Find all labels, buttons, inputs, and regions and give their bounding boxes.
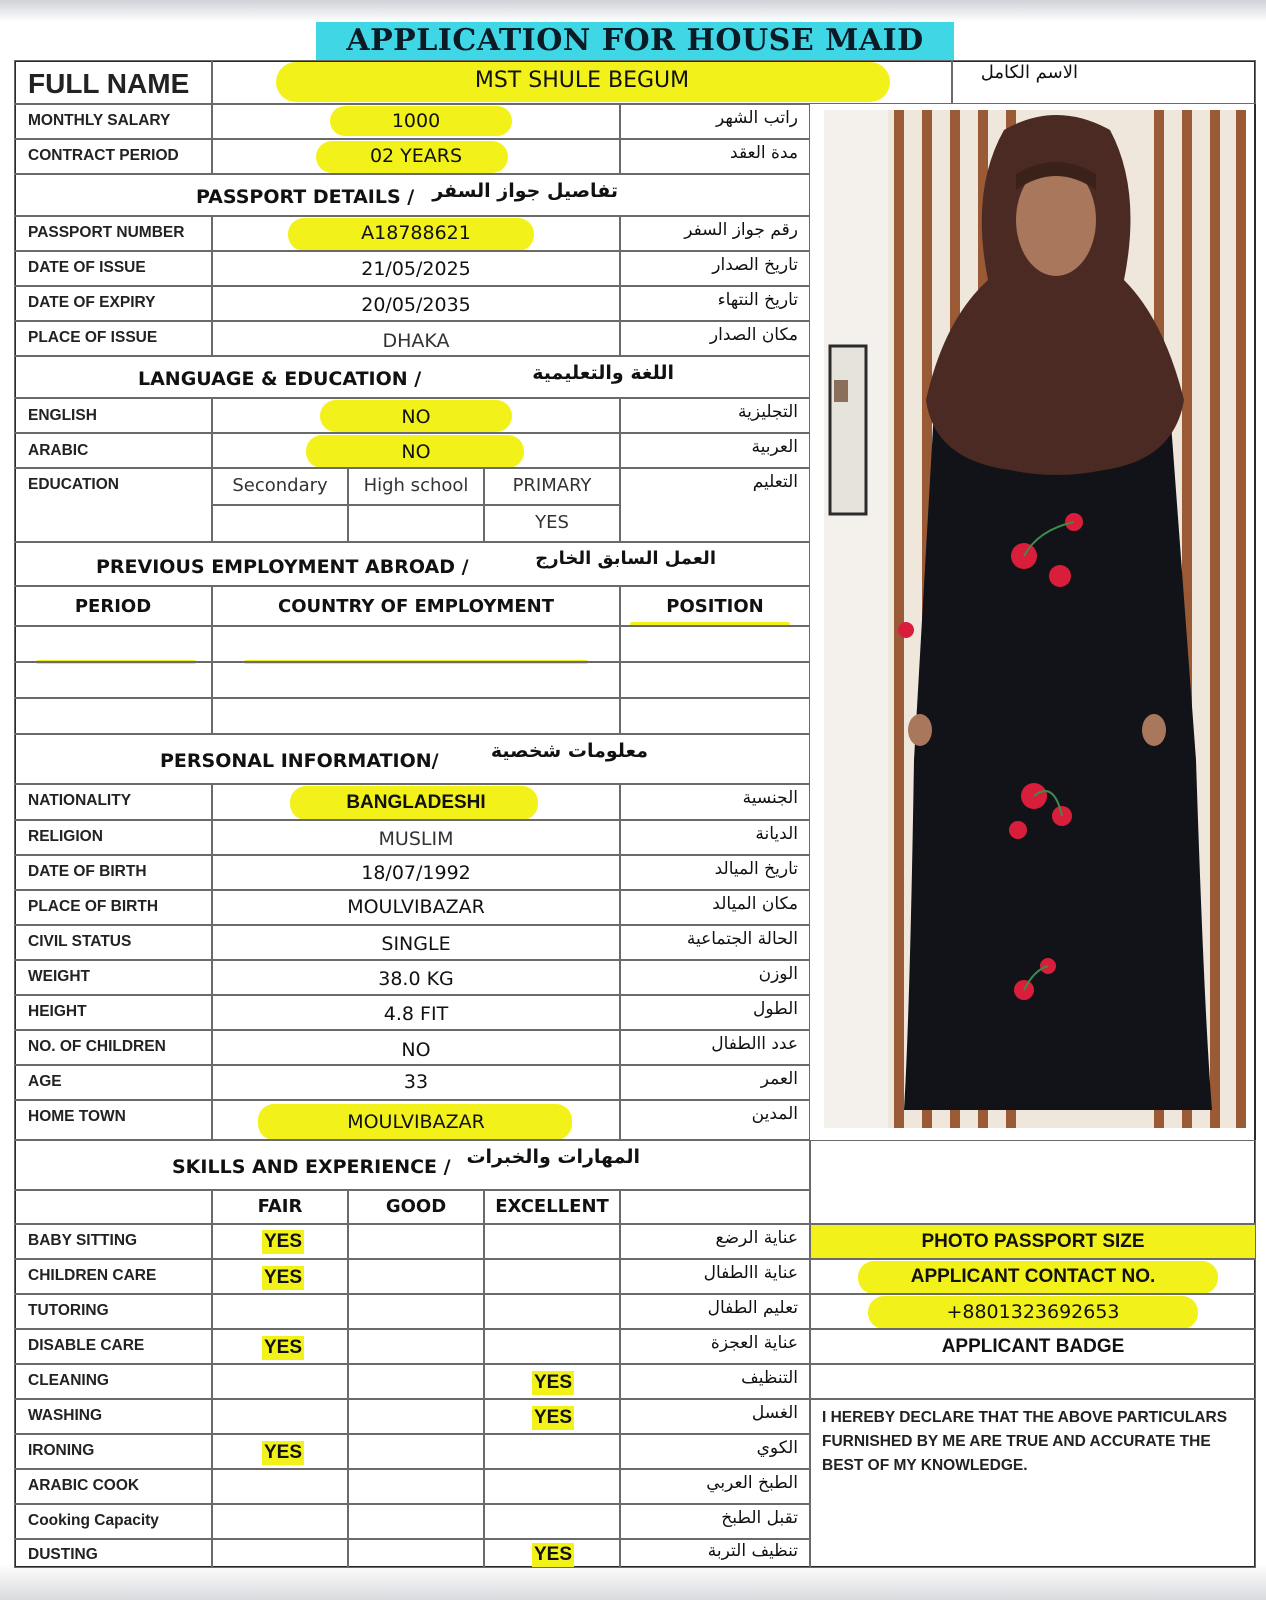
skill-cooking-capacity-fair-cell (212, 1504, 348, 1539)
skill-children-fair: YES (264, 1267, 303, 1288)
pob-label: PLACE OF BIRTH (28, 898, 159, 915)
issue-date-value: 21/05/2025 (361, 258, 471, 280)
employment-row1-period (14, 626, 212, 662)
religion-label: RELIGION (28, 828, 103, 845)
expiry-date-label: DATE OF EXPIRY (28, 294, 156, 311)
declaration-text: I HEREBY DECLARE THAT THE ABOVE PARTICULARS FURNISHED BY ME ARE TRUE AND ACCURATE THE BEST OF MY KNOWLEDGE. (822, 1409, 1228, 1474)
applicant-photo (824, 110, 1246, 1128)
height-value: 4.8 FIT (383, 1003, 449, 1025)
skill-dusting-good-cell (348, 1539, 484, 1568)
document-title: APPLICATION FOR HOUSE MAID (316, 22, 954, 60)
personal-heading-arabic: معلومات شخصية (490, 740, 648, 762)
skill-children-arabic: عناية االطفال (703, 1263, 798, 1283)
personal-heading: PERSONAL INFORMATION/ (160, 750, 439, 772)
english-value: NO (401, 406, 431, 428)
skill-disable-arabic: عناية العجزة (710, 1333, 798, 1353)
children-label: NO. OF CHILDREN (28, 1038, 166, 1055)
side-blank-cell (810, 1140, 1256, 1224)
skill-children-excellent-cell (484, 1259, 620, 1294)
nationality-value: BANGLADESHI (346, 792, 486, 813)
expiry-date-arabic: تاريخ النتهاء (717, 290, 798, 310)
employment-col-position: POSITION (666, 596, 764, 617)
dob-label: DATE OF BIRTH (28, 863, 147, 880)
skill-washing-arabic: الغسل (751, 1403, 798, 1423)
employment-row2-period (14, 662, 212, 698)
skills-col-fair: FAIR (257, 1196, 303, 1217)
skill-ironing-fair: YES (264, 1442, 303, 1463)
skill-disable-label: DISABLE CARE (28, 1337, 145, 1354)
skill-cleaning-excellent: YES (534, 1372, 573, 1393)
skill-dusting-fair-cell (212, 1539, 348, 1568)
employment-row3-country (212, 698, 620, 734)
passport-heading: PASSPORT DETAILS / (196, 186, 415, 208)
children-arabic: عدد االطفال (711, 1034, 798, 1054)
contact-value: +8801323692653 (946, 1301, 1120, 1323)
civil-arabic: الحالة الجتماعية (686, 929, 798, 949)
skill-tutoring-label: TUTORING (28, 1302, 109, 1319)
employment-row1-country (212, 626, 620, 662)
arabic-value: NO (401, 441, 431, 463)
passport-heading-arabic: تفاصيل جواز السفر (432, 180, 618, 202)
place-issue-value: DHAKA (382, 330, 450, 352)
religion-value: MUSLIM (378, 828, 454, 850)
dob-value: 18/07/1992 (361, 862, 471, 884)
education-val-secondary-cell (212, 505, 348, 542)
passport-number-value: A18788621 (361, 222, 471, 244)
weight-value: 38.0 KG (378, 968, 454, 990)
skill-baby-excellent-cell (484, 1224, 620, 1259)
height-arabic: الطول (753, 999, 798, 1019)
language-heading: LANGUAGE & EDUCATION / (138, 368, 422, 390)
nationality-label: NATIONALITY (28, 792, 132, 809)
arabic-label: ARABIC (28, 442, 89, 459)
issue-date-arabic: تاريخ الصدار (712, 255, 798, 275)
skill-arabic-cook-good-cell (348, 1469, 484, 1504)
salary-value: 1000 (391, 110, 441, 132)
skill-disable-fair: YES (264, 1337, 303, 1358)
skill-ironing-arabic: الكوي (756, 1438, 798, 1458)
skills-col-arabic-blank (620, 1190, 810, 1224)
language-heading-arabic: اللغة والتعليمية (532, 362, 674, 384)
skills-col-blank (14, 1190, 212, 1224)
skill-baby-label: BABY SITTING (28, 1232, 138, 1249)
weight-arabic: الوزن (758, 964, 798, 984)
employment-row1-position (620, 626, 810, 662)
pob-value: MOULVIBAZAR (347, 896, 485, 918)
badge-label: APPLICANT BADGE (941, 1336, 1125, 1357)
full-name-arabic: الاسم الكامل (980, 62, 1078, 83)
skill-ironing-excellent-cell (484, 1434, 620, 1469)
education-val-primary: YES (535, 512, 569, 533)
skill-children-good-cell (348, 1259, 484, 1294)
passport-number-label: PASSPORT NUMBER (28, 224, 185, 241)
skill-washing-fair-cell (212, 1399, 348, 1434)
skills-heading-arabic: المهارات والخبرات (466, 1146, 640, 1168)
skill-children-label: CHILDREN CARE (28, 1267, 157, 1284)
employment-heading: PREVIOUS EMPLOYMENT ABROAD / (96, 556, 469, 578)
english-label: ENGLISH (28, 407, 97, 424)
civil-value: SINGLE (381, 933, 451, 955)
religion-arabic: الديانة (755, 824, 798, 844)
skill-dusting-arabic: تنظيف التربة (707, 1541, 798, 1561)
skill-tutoring-excellent-cell (484, 1294, 620, 1329)
hometown-arabic: المدين (751, 1104, 798, 1124)
skill-dusting-label: DUSTING (28, 1546, 98, 1563)
age-value: 33 (403, 1071, 429, 1093)
civil-label: CIVIL STATUS (28, 933, 132, 950)
dob-arabic: تاريخ الميالد (714, 859, 798, 879)
education-col-primary: PRIMARY (512, 475, 592, 496)
employment-row2-position (620, 662, 810, 698)
skill-ironing-good-cell (348, 1434, 484, 1469)
employment-row3-period (14, 698, 212, 734)
skill-arabic-cook-arabic: الطبخ العربي (706, 1473, 798, 1493)
arabic-arabic: العربية (751, 437, 798, 457)
skill-tutoring-good-cell (348, 1294, 484, 1329)
weight-label: WEIGHT (28, 968, 90, 985)
photo-label: PHOTO PASSPORT SIZE (921, 1231, 1145, 1252)
hometown-value: MOULVIBAZAR (347, 1111, 485, 1133)
skill-baby-good-cell (348, 1224, 484, 1259)
skill-tutoring-fair-cell (212, 1294, 348, 1329)
skill-cooking-capacity-good-cell (348, 1504, 484, 1539)
full-name-label: FULL NAME (28, 68, 190, 99)
age-label: AGE (28, 1073, 62, 1090)
page-top-shade (0, 0, 1266, 22)
skill-arabic-cook-label: ARABIC COOK (28, 1477, 140, 1494)
children-value: NO (401, 1039, 431, 1061)
employment-row2-country (212, 662, 620, 698)
skill-cleaning-fair-cell (212, 1364, 348, 1399)
place-issue-label: PLACE OF ISSUE (28, 329, 158, 346)
nationality-arabic: الجنسية (742, 788, 798, 808)
skill-cooking-capacity-excellent-cell (484, 1504, 620, 1539)
education-label: EDUCATION (28, 476, 119, 493)
education-arabic: التعليم (752, 472, 798, 492)
employment-heading-arabic: العمل السابق الخارج (535, 548, 716, 569)
employment-col-country: COUNTRY OF EMPLOYMENT (278, 596, 554, 617)
full-name-value: MST SHULE BEGUM (474, 68, 690, 93)
hometown-label: HOME TOWN (28, 1108, 126, 1125)
education-col-secondary: Secondary (232, 475, 328, 496)
skill-ironing-label: IRONING (28, 1442, 95, 1459)
skill-washing-good-cell (348, 1399, 484, 1434)
skill-cleaning-label: CLEANING (28, 1372, 109, 1389)
skill-disable-good-cell (348, 1329, 484, 1364)
skills-heading: SKILLS AND EXPERIENCE / (172, 1156, 451, 1178)
salary-arabic: راتب الشهر (715, 108, 798, 128)
passport-number-arabic: رقم جواز السفر (684, 220, 798, 240)
contact-label: APPLICANT CONTACT NO. (910, 1266, 1156, 1287)
contract-arabic: مدة العقد (730, 143, 798, 163)
skill-baby-fair: YES (264, 1231, 303, 1252)
employment-col-period: PERIOD (74, 596, 152, 617)
salary-label: MONTHLY SALARY (28, 112, 171, 129)
skill-arabic-cook-fair-cell (212, 1469, 348, 1504)
employment-row3-position (620, 698, 810, 734)
side-blank-cell-2 (810, 1364, 1256, 1399)
skills-col-good: GOOD (385, 1196, 447, 1217)
skill-washing-excellent: YES (534, 1407, 573, 1428)
contract-value: 02 YEARS (369, 145, 463, 167)
page-bottom-shade (0, 1564, 1266, 1600)
applicant-photo-illustration (824, 110, 1246, 1128)
skill-disable-excellent-cell (484, 1329, 620, 1364)
skill-tutoring-arabic: تعليم الطفال (707, 1298, 798, 1318)
pob-arabic: مكان الميالد (712, 894, 798, 914)
english-arabic: التجليزية (738, 402, 798, 422)
expiry-date-value: 20/05/2035 (361, 294, 471, 316)
skill-cleaning-good-cell (348, 1364, 484, 1399)
skill-arabic-cook-excellent-cell (484, 1469, 620, 1504)
education-val-highschool-cell (348, 505, 484, 542)
place-issue-arabic: مكان الصدار (709, 325, 798, 345)
skill-cooking-capacity-label: Cooking Capacity (28, 1512, 159, 1529)
skill-cooking-capacity-arabic: تقبل الطبخ (721, 1508, 798, 1528)
skill-cleaning-arabic: التنظيف (741, 1368, 798, 1388)
contract-label: CONTRACT PERIOD (28, 147, 179, 164)
issue-date-label: DATE OF ISSUE (28, 259, 146, 276)
skill-dusting-excellent: YES (534, 1544, 573, 1565)
skill-baby-arabic: عناية الرضع (715, 1228, 798, 1248)
height-label: HEIGHT (28, 1003, 87, 1020)
education-col-highschool: High school (363, 475, 469, 496)
skill-washing-label: WASHING (28, 1407, 103, 1424)
skills-col-excellent: EXCELLENT (495, 1196, 609, 1217)
age-arabic: العمر (760, 1069, 798, 1089)
